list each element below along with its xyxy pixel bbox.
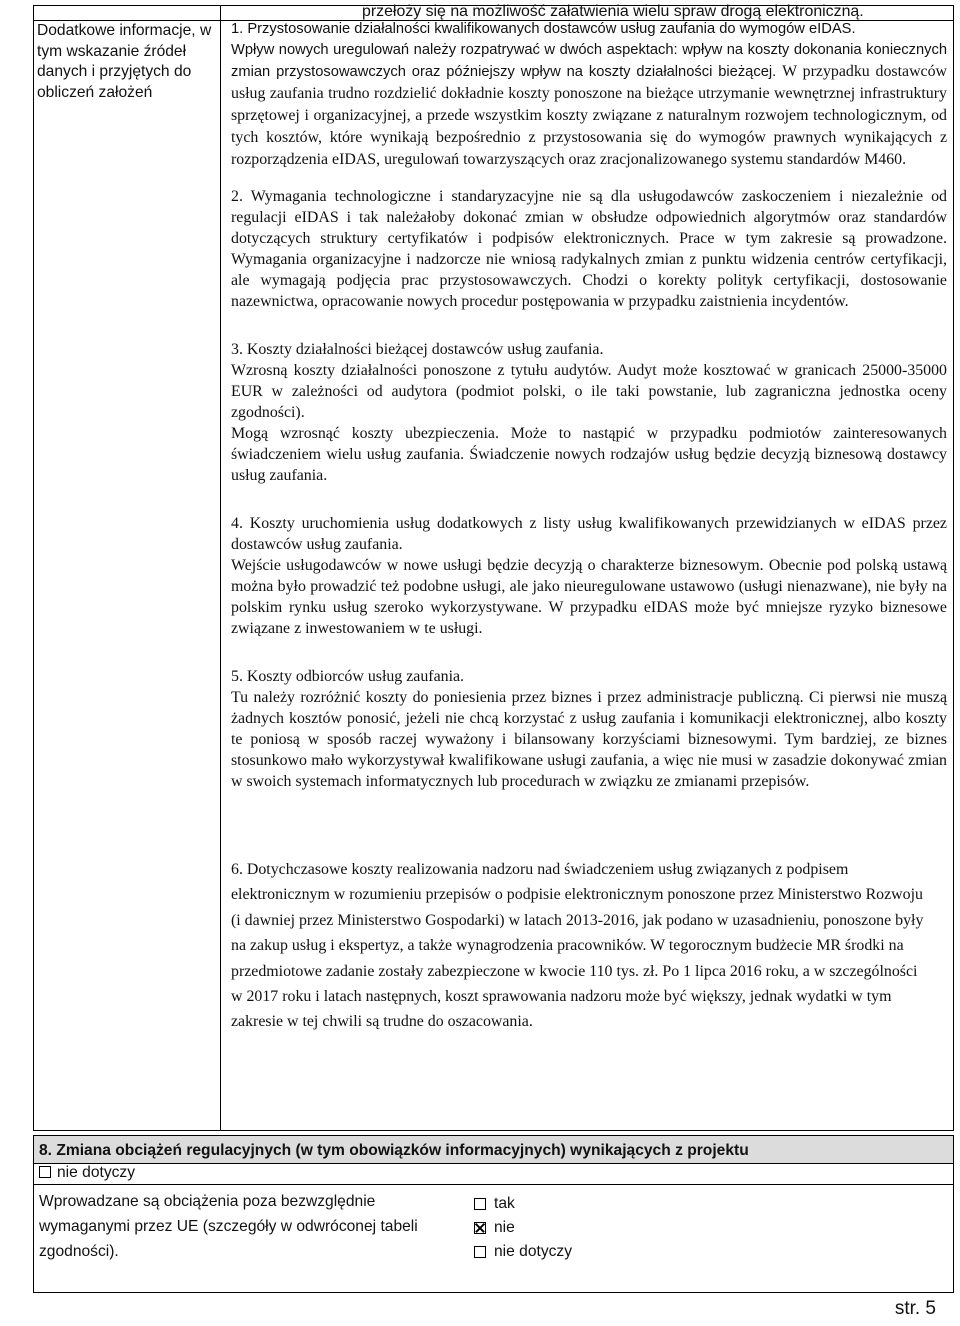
section-5-title: 5. Koszty odbiorców usług zaufania.	[231, 668, 465, 685]
section-3-p2: Mogą wzrosnąć koszty ubezpieczenia. Może to nastąpić w przypadku podmiotów zainteresowanych świadczeniem wielu usług zaufania. Świadczenie nowych rodzajów usług będzie decyzją biznesową dostawcy usług zaufania.	[231, 425, 947, 484]
checkbox-icon[interactable]	[474, 1198, 486, 1210]
section-8-description: Wprowadzane są obciążenia poza bezwzględnie wymaganymi przez UE (szczegóły w odwróconej tabeli zgodności).	[39, 1193, 418, 1260]
option-nie[interactable]	[474, 1216, 572, 1240]
side-label: Dodatkowe informacje, w tym wskazanie źródeł danych i przyjętych do obliczeń założeń	[37, 22, 212, 101]
section-1	[231, 19, 947, 171]
left-column	[34, 6, 221, 1130]
checked-checkbox-icon[interactable]	[474, 1222, 486, 1234]
option-label: nie	[494, 1219, 515, 1236]
section-8-not-applicable-row	[34, 1164, 953, 1185]
section-6: 6. Dotychczasowe koszty realizowania nadzoru nad świadczeniem usług związanych z podpisem elektronicznym w rozumieniu przepisów o podpisie elektronicznym ponoszone przez Ministerstwo Rozwoju (i dawniej przez Ministerstwo Gospodarki) w latach 2013-2016, jak podano w uzasadnieniu, ponoszone były na zakup usług i ekspertyz, a także wynagrodzenia pracowników. W tegorocznym budżecie MR środki na przedmiotowe zadanie zostały zabezpieczone w kwocie 110 tys. zł. Po 1 lipca 2016 roku, a w szczególności w 2017 roku i latach następnych, koszt sprawowania nadzoru może być większy, jednak wydatki w tym zakresie w tej chwili są trudne do oszacowania.	[231, 861, 924, 1031]
section-4-p1: Wejście usługodawców w nowe usługi będzie decyzją o charakterze biznesowym. Obecnie pod polską ustawą można było prowadzić też podobne usługi, ale jako nieuregulowane ustawowo (usługi nienazwane), nie były na polskim rynku usług szeroko wykorzystywane. W przypadku eIDAS może być mniejsze ryzyko biznesowe związane z inwestowaniem w te usługi.	[231, 557, 947, 637]
section-1-title: 1. Przystosowanie działalności kwalifikowanych dostawców usług zaufania do wymogów eIDAS.	[231, 21, 856, 37]
section-1-rest: W przypadku dostawców usług zaufania trudno rozdzielić dokładnie koszty ponoszone na bieżące utrzymanie wewnętrznej infrastruktury sprzętowej i organizacyjnej, a przede wszystkim koszty związane z naturalnym rozwojem technologicznym, od tych kosztów, które wynikają bezpośrednio z przystosowania się do wymogów prawnych wynikających z rozporządzenia eIDAS, uregulowań towarzyszących oraz zracjonalizowanego systemu standardów M460.	[231, 63, 948, 168]
checkbox-icon[interactable]	[474, 1246, 486, 1258]
option-label: tak	[494, 1195, 515, 1212]
option-tak[interactable]	[474, 1192, 572, 1216]
left-top-cell	[34, 6, 220, 21]
section-3-title: 3. Koszty działalności bieżącej dostawców usług zaufania.	[231, 341, 604, 358]
section-8-table	[33, 1135, 954, 1293]
section-5	[231, 666, 947, 792]
section-3	[231, 339, 947, 486]
page-number: str. 5	[894, 1298, 936, 1319]
checkbox-icon[interactable]	[39, 1166, 51, 1178]
section-5-p1: Tu należy rozróżnić koszty do poniesienia przez biznes i przez administracje publiczną. Ci pierwsi nie muszą żadnych kosztów ponosić, jeżeli nie chcą korzystać z usług zaufania i komunikacji elektronicznej, albo koszty te poniosą w sposób raczej wyważony i bilansowany korzyściami biznesowymi. Tym bardziej, ze biznes stosunkowo mało wykorzystywał kwalifikowane usługi zaufania, a więc nie musi w zasadzie dokonywać zmian w swoich systemach informatycznych lub procedurach w związku ze zmianami przepisów.	[231, 689, 947, 790]
section-1-text	[231, 40, 947, 171]
header-line: przełoży się na możliwość załatwienia wielu spraw drogą elektroniczną.	[362, 3, 864, 20]
option-label: nie dotyczy	[494, 1243, 573, 1260]
section-4	[231, 513, 947, 639]
section-8-header: 8. Zmiana obciążeń regulacyjnych (w tym obowiązków informacyjnych) wynikających z projektu	[34, 1136, 953, 1164]
section-2	[231, 186, 947, 312]
section-2-text: 2. Wymagania technologiczne i standaryzacyjne nie są dla usługodawców zaskoczeniem i niezależnie od regulacji eIDAS i tak należałoby dokonać zmian w obsłudze odpowiednich algorytmów oraz standardów dotyczących struktury certyfikatów i podpisów elektronicznych. Prace w tym zakresie są prowadzone. Wymagania organizacyjne i nadzorcze nie wniosą radykalnych zmian z punktu widzenia centrów certyfikacji, ale wymagają podjęcia prac przystosowawczych. Chodzi o korekty polityk certyfikacji, dostosowanie nazewnictwa, opracowanie nowych procedur postępowania w przypadku zaistnienia incydentów.	[231, 188, 947, 310]
section-1-impact: Wpływ nowych uregulowań należy rozpatrywać w dwóch aspektach: wpływ na koszty dokonania koniecznych zmian przystosowawczych oraz późniejszy wpływ na koszty działalności bieżącej.	[231, 42, 947, 80]
section-3-p1: Wzrosną koszty działalności ponoszone z tytułu audytów. Audyt może kosztować w granicach 25000-35000 EUR w zależności od audytora (podmiot polski, o ile taki powstanie, lub zagraniczna jednostka oceny zgodności).	[231, 362, 947, 421]
section-4-title: 4. Koszty uruchomienia usług dodatkowych z listy usług kwalifikowanych przewidzianych w eIDAS przez dostawców usług zaufania.	[231, 515, 947, 553]
content-column	[231, 19, 947, 792]
not-applicable-label: nie dotyczy	[57, 1164, 136, 1181]
section-8-options	[474, 1192, 572, 1264]
option-nie-dotyczy[interactable]	[474, 1240, 572, 1264]
